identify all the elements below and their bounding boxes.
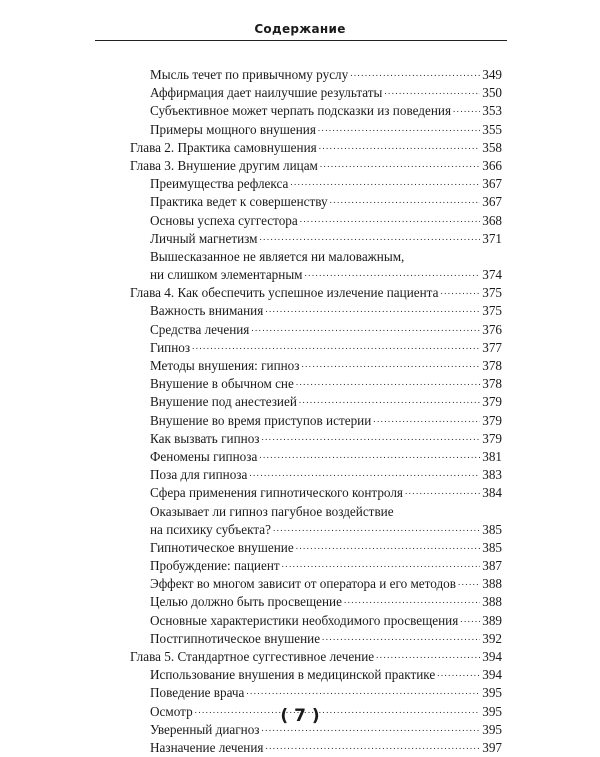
- toc-dot-leader: [405, 481, 480, 500]
- toc-dot-leader: [319, 136, 481, 155]
- toc-entry-page: 392: [482, 630, 502, 646]
- toc-dot-leader: [458, 572, 480, 591]
- toc-entry-page: 394: [482, 667, 502, 683]
- page-number: ( 7 ): [280, 706, 320, 726]
- toc-dot-leader: [302, 354, 481, 373]
- toc-entry-title: Важность внимания: [150, 303, 264, 319]
- toc-dot-leader: [376, 645, 480, 664]
- toc-dot-leader: [282, 554, 481, 573]
- toc-entry-title: Уверенный диагноз: [150, 721, 260, 737]
- toc-entry-title-continued: ни слишком элементарным: [150, 267, 303, 283]
- toc-dot-leader: [320, 154, 480, 173]
- toc-entry-title: Постгипнотическое внушение: [150, 630, 321, 646]
- toc-entry-title: Методы внушения: гипноз: [150, 358, 300, 373]
- toc-entry-page: 368: [482, 212, 502, 228]
- toc-entry-page: 395: [482, 703, 502, 719]
- toc-dot-leader: [273, 518, 480, 537]
- toc-entry-page: 381: [482, 448, 502, 464]
- toc-entry-page: 366: [482, 157, 502, 173]
- toc-entry-title: Вышесказанное не является ни маловажным,: [150, 248, 405, 264]
- toc-entry-title: Гипноз: [150, 339, 191, 355]
- toc-entry-page: 388: [482, 576, 502, 592]
- toc-entry-title: Использование внушения в медицинской практике: [150, 667, 436, 683]
- toc-dot-leader: [262, 427, 481, 446]
- page-header-title: Содержание: [254, 22, 346, 36]
- toc-dot-leader: [290, 172, 480, 191]
- toc-entry-title: Сфера применения гипнотического контроля: [150, 485, 403, 501]
- toc-entry-page: 367: [482, 194, 502, 210]
- toc-entry-title: Поведение врача: [150, 685, 245, 701]
- toc-dot-leader: [330, 190, 481, 209]
- toc-entry-page: 387: [482, 558, 502, 574]
- toc-entry-page: 394: [482, 649, 502, 664]
- toc-entry-title: Целью должно быть просвещение: [150, 594, 342, 610]
- toc-dot-leader: [300, 209, 480, 228]
- toc-entry-title: Внушение под анестезией: [150, 394, 297, 410]
- toc-section-entry[interactable]: [130, 593, 502, 611]
- toc-entry-page: 385: [482, 521, 502, 537]
- toc-entry-page: 375: [482, 285, 502, 301]
- toc-dot-leader: [246, 681, 480, 700]
- table-of-contents: [130, 66, 502, 757]
- toc-entry-title: Практика ведет к совершенству: [150, 194, 328, 210]
- toc-entry-page: 353: [482, 103, 502, 119]
- toc-entry-page: 378: [482, 376, 502, 392]
- toc-section-entry[interactable]: [130, 248, 502, 284]
- toc-dot-leader: [453, 99, 480, 118]
- toc-entry-page: 376: [482, 321, 502, 337]
- toc-dot-leader: [265, 299, 480, 318]
- toc-entry-title: Средства лечения: [150, 321, 250, 337]
- toc-dot-leader: [305, 263, 481, 282]
- toc-entry-page: 383: [482, 467, 502, 483]
- toc-dot-leader: [296, 536, 481, 555]
- toc-section-entry[interactable]: [130, 557, 502, 575]
- toc-entry-page: 384: [482, 485, 502, 501]
- toc-entry-page: 395: [482, 685, 502, 701]
- toc-dot-leader: [322, 627, 480, 646]
- toc-section-entry[interactable]: [130, 503, 502, 539]
- toc-entry-page: 349: [482, 67, 502, 82]
- toc-dot-leader: [192, 336, 480, 355]
- toc-entry-page: 374: [482, 267, 502, 283]
- toc-entry-page: 379: [482, 430, 502, 446]
- toc-dot-leader: [373, 409, 480, 428]
- toc-dot-leader: [266, 736, 481, 755]
- toc-entry-page: 355: [482, 121, 502, 137]
- toc-entry-title: Оказывает ли гипноз пагубное воздействие: [150, 503, 394, 519]
- toc-entry-title: Глава 5. Стандартное суггестивное лечение: [130, 649, 375, 664]
- toc-entry-title: Преимущества рефлекса: [150, 176, 289, 192]
- toc-dot-leader: [249, 463, 480, 482]
- toc-entry-title-continued: на психику субъекта?: [150, 521, 271, 537]
- toc-section-entry[interactable]: [130, 84, 502, 102]
- header-rule: [95, 40, 507, 41]
- toc-dot-leader: [440, 281, 480, 300]
- toc-entry-title: Глава 3. Внушение другим лицам: [130, 157, 318, 173]
- toc-dot-leader: [251, 318, 480, 337]
- toc-entry-title: Аффирмация дает наилучшие результаты: [150, 85, 383, 101]
- toc-entry-title: Эффект во многом зависит от оператора и его методов: [150, 576, 456, 592]
- toc-entry-title: Глава 4. Как обеспечить успешное излечение пациента: [130, 285, 439, 301]
- toc-entry-page: 389: [482, 612, 502, 628]
- toc-dot-leader: [384, 81, 480, 100]
- toc-dot-leader: [460, 609, 480, 628]
- toc-entry-page: 388: [482, 594, 502, 610]
- toc-entry-page: 371: [482, 230, 502, 246]
- toc-entry-page: 358: [482, 139, 502, 155]
- toc-entry-title: Гипнотическое внушение: [150, 539, 294, 555]
- toc-entry-page: 377: [482, 339, 502, 355]
- toc-entry-title: Назначение лечения: [150, 739, 264, 755]
- toc-dot-leader: [299, 390, 480, 409]
- toc-entry-title: Примеры мощного внушения: [150, 121, 316, 137]
- toc-entry-title: Личный магнетизм: [150, 230, 258, 246]
- toc-section-entry[interactable]: [130, 230, 502, 248]
- toc-entry-page: 397: [482, 739, 502, 755]
- toc-entry-page: 385: [482, 539, 502, 555]
- toc-entry-title: Основы успеха суггестора: [150, 212, 298, 228]
- toc-entry-title: Внушение в обычном сне: [150, 376, 294, 392]
- toc-entry-page: 350: [482, 85, 502, 101]
- toc-section-entry[interactable]: [130, 484, 502, 502]
- toc-entry-page: 379: [482, 394, 502, 410]
- toc-entry-page: 395: [482, 721, 502, 737]
- toc-dot-leader: [296, 372, 480, 391]
- toc-entry-page: 375: [482, 303, 502, 319]
- toc-entry-title: Основные характеристики необходимого просвещения: [150, 612, 459, 628]
- toc-dot-leader: [437, 663, 480, 682]
- toc-entry-title: Как вызвать гипноз: [150, 430, 260, 446]
- toc-entry-title: Субъективное может черпать подсказки из поведения: [150, 103, 452, 119]
- toc-entry-page: 379: [482, 412, 502, 428]
- toc-entry-title: Феномены гипноза: [150, 448, 258, 464]
- toc-dot-leader: [350, 63, 480, 82]
- toc-entry-page: 367: [482, 176, 502, 192]
- toc-dot-leader: [260, 227, 481, 246]
- toc-section-entry[interactable]: [130, 739, 502, 757]
- toc-entry-page: 378: [482, 358, 502, 373]
- toc-dot-leader: [259, 445, 480, 464]
- toc-entry-title: Внушение во время приступов истерии: [150, 412, 372, 428]
- toc-entry-title: Пробуждение: пациент: [150, 558, 280, 574]
- toc-entry-title: Поза для гипноза: [150, 467, 248, 483]
- toc-dot-leader: [344, 590, 480, 609]
- toc-entry-title: Осмотр: [150, 703, 193, 719]
- toc-entry-title: Глава 2. Практика самовнушения: [130, 139, 317, 155]
- toc-dot-leader: [318, 118, 480, 137]
- toc-entry-title: Мысль течет по привычному руслу: [150, 67, 349, 82]
